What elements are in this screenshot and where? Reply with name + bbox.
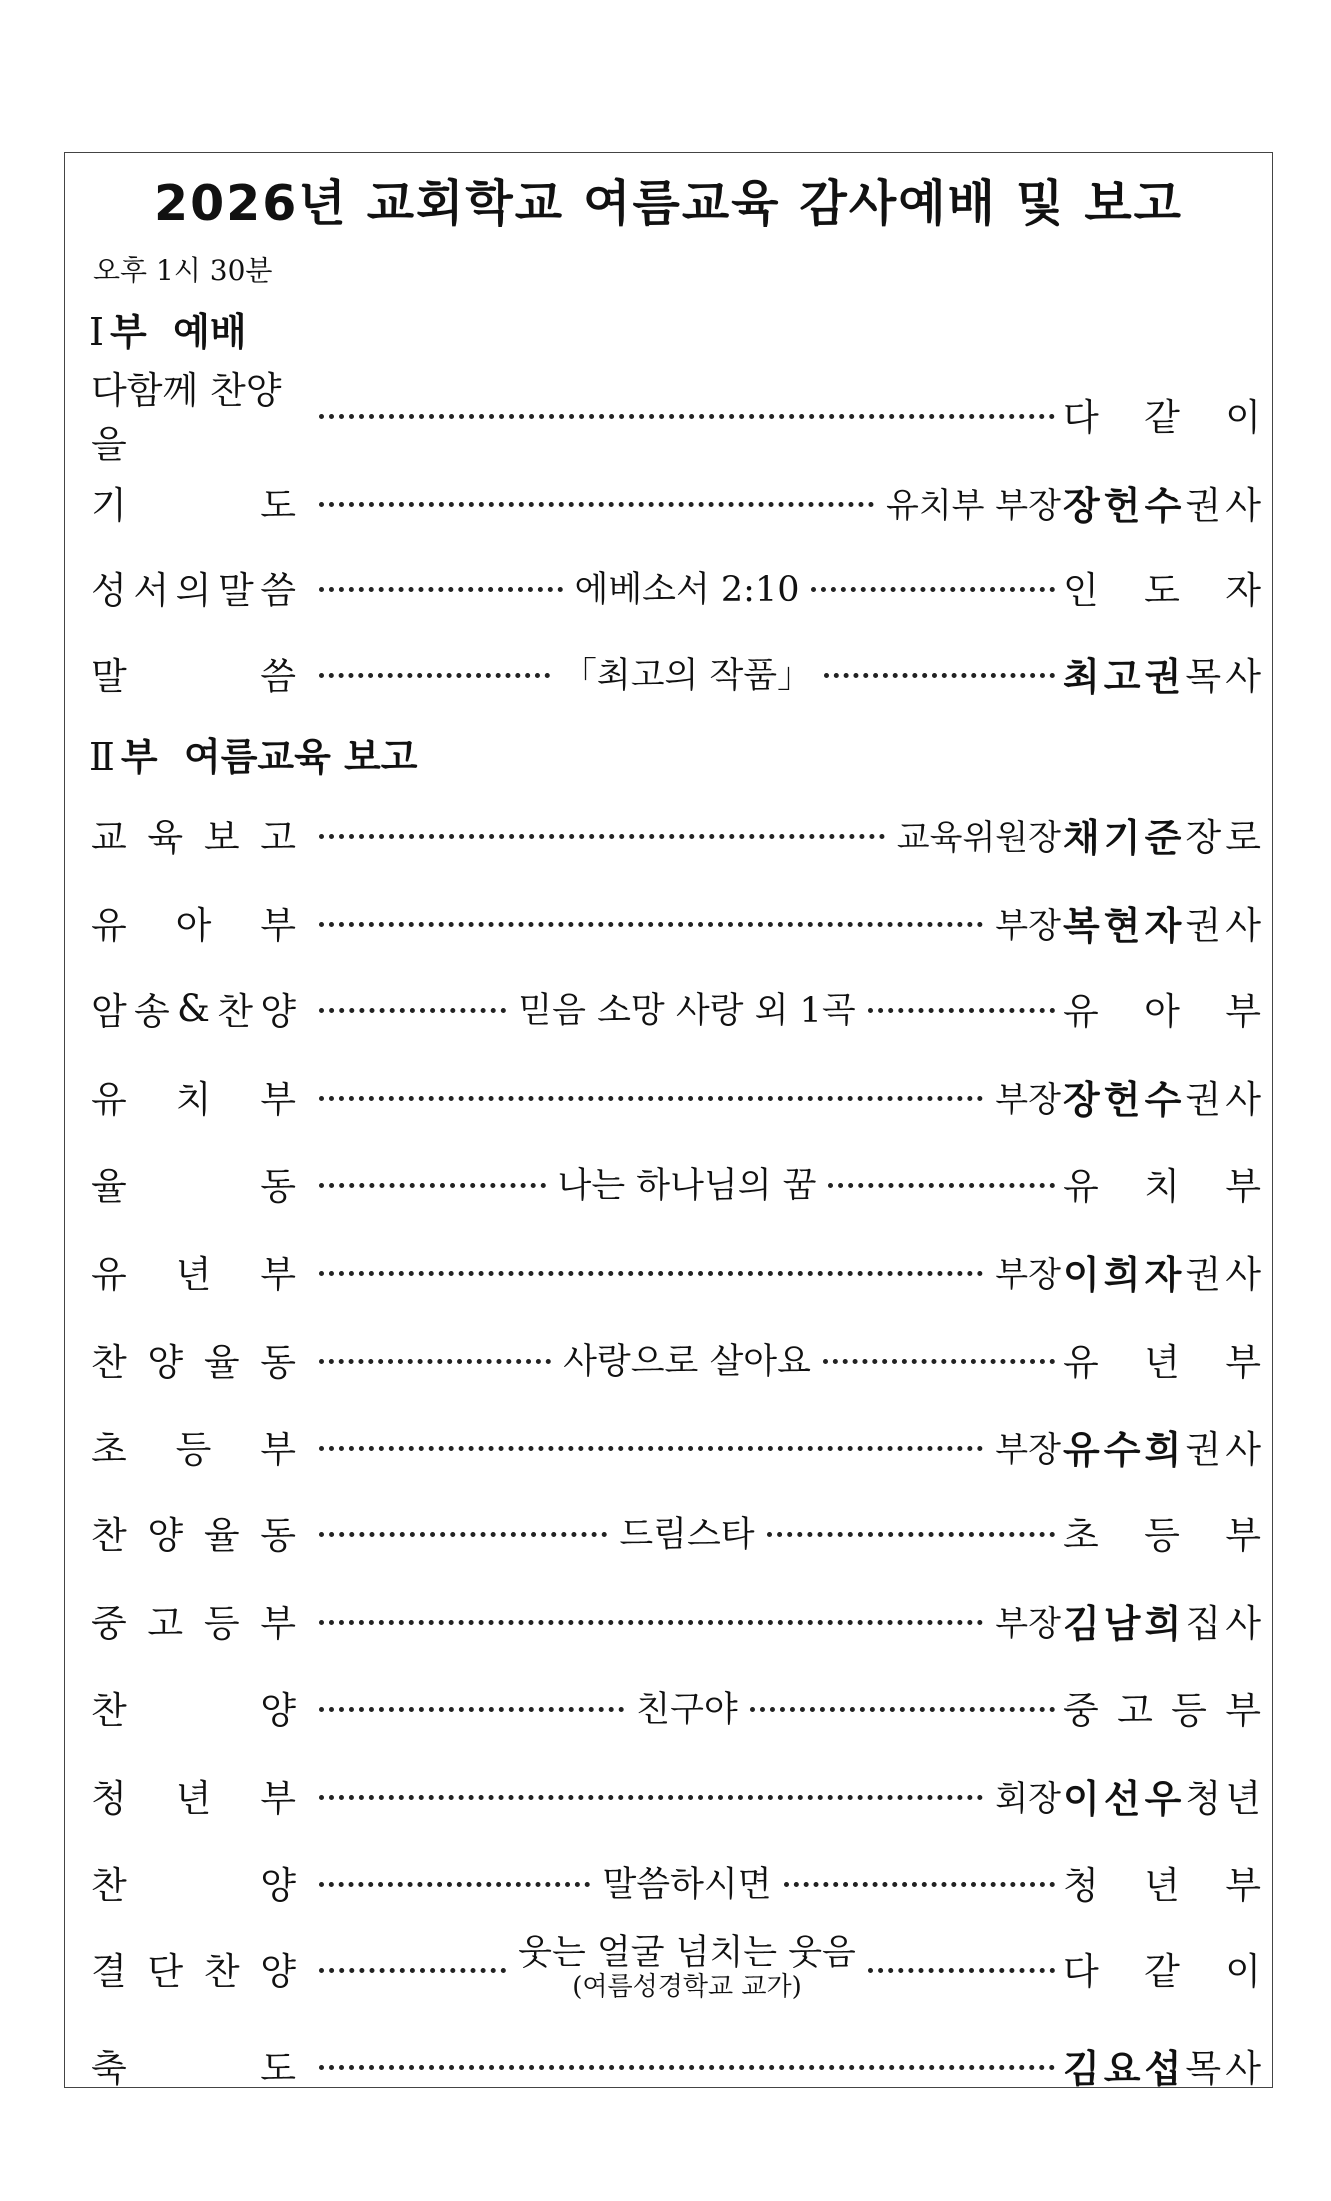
responsible-person bbox=[1063, 1938, 1261, 1998]
item-detail-title: 웃는 얼굴 넘치는 웃음 bbox=[518, 1933, 856, 1974]
responsible-person bbox=[1063, 804, 1261, 864]
responsible-name-char: 헌 bbox=[1103, 483, 1141, 528]
responsible-name-char: 수 bbox=[1103, 1427, 1141, 1472]
item-detail-text: 사랑으로 살아요 bbox=[563, 1342, 811, 1382]
item-label-char: 단 bbox=[147, 1950, 184, 1993]
responsible-role-char: 로 bbox=[1225, 816, 1261, 859]
item-detail bbox=[319, 892, 1061, 952]
responsible-role-char: 등 bbox=[1171, 1689, 1207, 1732]
responsible-role-char: 사 bbox=[1225, 655, 1261, 698]
item-detail bbox=[319, 643, 1061, 703]
dotted-leader bbox=[319, 1359, 551, 1364]
item-label-char: 율 bbox=[203, 1514, 240, 1557]
program-row bbox=[91, 1153, 1261, 1213]
responsible-person bbox=[1063, 384, 1261, 444]
item-label-char: 찬 bbox=[91, 1341, 127, 1384]
responsible-role-char: 사 bbox=[1225, 1078, 1261, 1121]
item-label-char: 찬 bbox=[203, 1950, 240, 1993]
item-label bbox=[91, 1153, 296, 1213]
item-label-char: 부 bbox=[260, 1253, 296, 1296]
dotted-leader bbox=[784, 1882, 1055, 1887]
item-label-char: 찬 bbox=[91, 1514, 127, 1557]
program-row bbox=[91, 472, 1261, 532]
responsible-person bbox=[1063, 1329, 1261, 1389]
item-label bbox=[91, 1938, 296, 1998]
responsible-role-char: 사 bbox=[1225, 904, 1261, 947]
dotted-leader bbox=[811, 587, 1055, 592]
item-label-char: 중 bbox=[91, 1602, 127, 1645]
responsible-name-char: 장 bbox=[1063, 1077, 1100, 1122]
dotted-leader bbox=[319, 1795, 983, 1800]
program-row bbox=[91, 1677, 1261, 1737]
item-label-char: 유 bbox=[91, 904, 127, 947]
dotted-leader bbox=[868, 1008, 1055, 1013]
item-label bbox=[91, 1502, 296, 1562]
dotted-leader bbox=[823, 1359, 1055, 1364]
item-label-char: 양 bbox=[260, 1950, 296, 1993]
item-label-char: 씀 bbox=[260, 655, 296, 698]
dotted-leader bbox=[319, 834, 885, 839]
responsible-role-char: 아 bbox=[1144, 990, 1180, 1033]
responsible-role-char: 청 bbox=[1063, 1864, 1099, 1907]
item-label-char: 동 bbox=[260, 1165, 296, 1208]
item-label bbox=[91, 1677, 296, 1737]
item-label-char: 율 bbox=[91, 1165, 127, 1208]
responsible-person bbox=[1063, 557, 1261, 617]
program-row bbox=[91, 369, 1261, 466]
item-label-char: 육 bbox=[147, 816, 184, 859]
program-row bbox=[91, 1066, 1261, 1126]
item-label-char: 동 bbox=[260, 1514, 296, 1557]
item-label-char: & bbox=[177, 986, 210, 1030]
item-label-char: 의 bbox=[175, 569, 212, 612]
responsible-name-char: 장 bbox=[1063, 483, 1100, 528]
item-detail bbox=[319, 1329, 1061, 1389]
responsible-person bbox=[1063, 892, 1261, 952]
responsible-person bbox=[1063, 1590, 1261, 1650]
responsible-role-char: 인 bbox=[1063, 569, 1099, 612]
dotted-leader bbox=[319, 1532, 607, 1537]
responsible-role-char: 중 bbox=[1063, 1689, 1099, 1732]
responsible-name-char: 자 bbox=[1144, 903, 1182, 948]
responsible-name-char: 유 bbox=[1063, 1427, 1100, 1472]
dotted-leader bbox=[319, 1096, 983, 1101]
dotted-leader bbox=[319, 1882, 590, 1887]
item-label-char: 부 bbox=[260, 1078, 296, 1121]
dotted-leader bbox=[828, 1183, 1055, 1188]
program-row bbox=[91, 557, 1261, 617]
responsible-name-char: 복 bbox=[1063, 903, 1100, 948]
dotted-leader bbox=[319, 2065, 1055, 2070]
responsible-role-char: 사 bbox=[1225, 1602, 1261, 1645]
item-label bbox=[91, 472, 296, 532]
section-label: 부 예배 bbox=[110, 310, 247, 354]
item-label bbox=[91, 892, 296, 952]
item-detail bbox=[319, 1677, 1061, 1737]
section-roman-numeral: Ⅱ bbox=[89, 735, 115, 779]
item-label bbox=[91, 2035, 296, 2095]
program-frame bbox=[64, 152, 1273, 2091]
responsible-role-char: 도 bbox=[1144, 569, 1180, 612]
responsible-name-char: 선 bbox=[1103, 1776, 1141, 1821]
program-row bbox=[91, 1590, 1261, 1650]
item-label bbox=[91, 1852, 296, 1912]
responsible-name-char: 희 bbox=[1103, 1252, 1141, 1297]
responsible-role-char: 다 bbox=[1063, 1950, 1099, 1993]
responsible-role-char: 같 bbox=[1144, 396, 1180, 439]
item-detail-text bbox=[512, 1934, 862, 2001]
responsible-role-char: 부 bbox=[1225, 1864, 1261, 1907]
item-label-char: 도 bbox=[260, 2047, 296, 2090]
item-label-char: 송 bbox=[134, 990, 170, 1033]
item-detail-text: 「최고의 작품」 bbox=[561, 656, 813, 696]
item-label-char: 양 bbox=[260, 1864, 296, 1907]
responsible-name-char: 희 bbox=[1144, 1427, 1182, 1472]
dotted-leader bbox=[750, 1707, 1055, 1712]
program-row bbox=[91, 1502, 1261, 1562]
item-label-char: 율 bbox=[203, 1341, 240, 1384]
item-detail bbox=[319, 472, 1061, 532]
responsible-person bbox=[1063, 2035, 1261, 2095]
responsible-title: 부장 bbox=[995, 1429, 1061, 1470]
responsible-person bbox=[1063, 643, 1261, 703]
responsible-name-char: 섭 bbox=[1144, 2046, 1182, 2091]
item-label-char: 치 bbox=[175, 1078, 212, 1121]
dotted-leader bbox=[767, 1532, 1055, 1537]
item-label-char: 말 bbox=[91, 655, 127, 698]
responsible-role-char: 집 bbox=[1185, 1602, 1222, 1645]
dotted-leader bbox=[868, 1968, 1055, 1973]
item-detail-text: 친구야 bbox=[636, 1690, 738, 1730]
responsible-person bbox=[1063, 978, 1261, 1038]
responsible-name-char: 남 bbox=[1103, 1601, 1141, 1646]
responsible-role-char: 사 bbox=[1225, 1428, 1261, 1471]
item-detail-subtitle: (여름성경학교 교가) bbox=[572, 1971, 802, 2002]
item-label bbox=[91, 557, 296, 617]
dotted-leader bbox=[319, 673, 550, 678]
responsible-role-char: 초 bbox=[1063, 1514, 1099, 1557]
item-detail bbox=[319, 1590, 1061, 1650]
program-row bbox=[91, 2035, 1261, 2095]
program-row bbox=[91, 1852, 1261, 1912]
responsible-role-char: 권 bbox=[1185, 1253, 1222, 1296]
section-roman-numeral: Ⅰ bbox=[89, 310, 105, 354]
dotted-leader bbox=[319, 922, 983, 927]
responsible-role-char: 등 bbox=[1144, 1514, 1180, 1557]
responsible-name-char: 권 bbox=[1144, 654, 1182, 699]
item-label bbox=[91, 1765, 296, 1825]
item-detail bbox=[319, 384, 1061, 444]
item-label bbox=[91, 1590, 296, 1650]
item-label-char: 찬 bbox=[91, 1689, 127, 1732]
item-detail bbox=[319, 1502, 1061, 1562]
program-row bbox=[91, 1765, 1261, 1825]
responsible-role-char: 장 bbox=[1185, 816, 1222, 859]
item-label bbox=[91, 978, 296, 1038]
item-label-char: 부 bbox=[260, 904, 296, 947]
responsible-name-char: 요 bbox=[1103, 2046, 1141, 2091]
responsible-role-char: 유 bbox=[1063, 1341, 1099, 1384]
responsible-name-char: 헌 bbox=[1103, 1077, 1141, 1122]
item-label-char: 년 bbox=[175, 1253, 212, 1296]
item-label bbox=[91, 1066, 296, 1126]
item-label bbox=[91, 1329, 296, 1389]
section-label: 부 여름교육 보고 bbox=[120, 735, 418, 779]
responsible-title: 회장 bbox=[995, 1778, 1061, 1819]
item-label-char: 년 bbox=[175, 1777, 212, 1820]
responsible-role-char: 년 bbox=[1144, 1864, 1180, 1907]
responsible-role-char: 다 bbox=[1063, 396, 1099, 439]
responsible-name-char: 채 bbox=[1063, 815, 1100, 860]
item-label-char: 양 bbox=[260, 990, 296, 1033]
item-label-char: 고 bbox=[260, 816, 296, 859]
item-detail bbox=[319, 1153, 1061, 1213]
item-label bbox=[91, 804, 296, 864]
item-detail bbox=[319, 804, 1061, 864]
item-detail bbox=[319, 1066, 1061, 1126]
item-label bbox=[91, 643, 296, 703]
item-label bbox=[91, 1416, 296, 1476]
responsible-name-char: 김 bbox=[1063, 1601, 1100, 1646]
item-label-char: 부 bbox=[260, 1602, 296, 1645]
responsible-title: 부장 bbox=[995, 1254, 1061, 1295]
responsible-role-char: 권 bbox=[1185, 1428, 1222, 1471]
item-label-char: 청 bbox=[91, 1777, 127, 1820]
item-label-char: 결 bbox=[91, 1950, 127, 1993]
dotted-leader bbox=[319, 502, 874, 507]
item-label-char: 말 bbox=[217, 569, 254, 612]
item-label-char: 동 bbox=[260, 1341, 296, 1384]
dotted-leader bbox=[319, 1008, 506, 1013]
item-label-char: 등 bbox=[203, 1602, 240, 1645]
responsible-role-char: 이 bbox=[1225, 396, 1261, 439]
responsible-name-char: 우 bbox=[1144, 1776, 1182, 1821]
item-label-char: 양 bbox=[260, 1689, 296, 1732]
dotted-leader bbox=[319, 1271, 983, 1276]
responsible-name-char: 수 bbox=[1144, 1077, 1182, 1122]
program-row bbox=[91, 1933, 1261, 2002]
responsible-person bbox=[1063, 1153, 1261, 1213]
responsible-person bbox=[1063, 1066, 1261, 1126]
item-label-char: 유 bbox=[91, 1078, 127, 1121]
item-label bbox=[91, 369, 296, 466]
program-row bbox=[91, 978, 1261, 1038]
item-detail bbox=[319, 978, 1061, 1038]
responsible-role-char: 부 bbox=[1225, 1514, 1261, 1557]
responsible-role-char: 부 bbox=[1225, 1689, 1261, 1732]
responsible-name-char: 현 bbox=[1103, 903, 1141, 948]
item-label-char: 등 bbox=[175, 1428, 212, 1471]
responsible-name-char: 자 bbox=[1144, 1252, 1182, 1297]
responsible-person bbox=[1063, 1241, 1261, 1301]
responsible-name-char: 기 bbox=[1103, 815, 1141, 860]
item-label-char: 암 bbox=[91, 990, 127, 1033]
responsible-name-char: 준 bbox=[1144, 815, 1182, 860]
responsible-name-char: 이 bbox=[1063, 1776, 1100, 1821]
responsible-role-char: 목 bbox=[1185, 2047, 1222, 2090]
dotted-leader bbox=[319, 1968, 506, 1973]
item-label-char: 다함께 찬양을 bbox=[91, 369, 282, 466]
program-row bbox=[91, 1329, 1261, 1389]
item-detail-text: 말씀하시면 bbox=[602, 1865, 772, 1905]
item-detail-text: 믿음 소망 사랑 외 1곡 bbox=[518, 991, 856, 1031]
responsible-title: 부장 bbox=[995, 1079, 1061, 1120]
responsible-name-char: 김 bbox=[1063, 2046, 1100, 2091]
item-label-char: 서 bbox=[133, 569, 170, 612]
responsible-person bbox=[1063, 472, 1261, 532]
responsible-role-char: 권 bbox=[1185, 904, 1222, 947]
item-label-char: 고 bbox=[147, 1602, 184, 1645]
item-detail bbox=[319, 1852, 1061, 1912]
item-detail bbox=[319, 2035, 1061, 2095]
item-label-char: 초 bbox=[91, 1428, 127, 1471]
responsible-role-char: 치 bbox=[1144, 1165, 1180, 1208]
item-detail bbox=[319, 1933, 1061, 2002]
dotted-leader bbox=[319, 587, 563, 592]
program-row bbox=[91, 1416, 1261, 1476]
responsible-role-char: 사 bbox=[1225, 484, 1261, 527]
item-label-char: 보 bbox=[203, 816, 240, 859]
item-label-char: 씀 bbox=[260, 569, 296, 612]
responsible-person bbox=[1063, 1852, 1261, 1912]
responsible-role-char: 자 bbox=[1225, 569, 1261, 612]
dotted-leader bbox=[824, 673, 1055, 678]
responsible-name-char: 희 bbox=[1144, 1601, 1182, 1646]
responsible-title: 유치부 부장 bbox=[885, 485, 1061, 526]
responsible-role-char: 권 bbox=[1185, 1078, 1222, 1121]
item-label-char: 찬 bbox=[91, 1864, 127, 1907]
responsible-person bbox=[1063, 1677, 1261, 1737]
program-row bbox=[91, 1241, 1261, 1301]
responsible-person bbox=[1063, 1416, 1261, 1476]
section-heading bbox=[89, 301, 247, 356]
responsible-role-char: 목 bbox=[1185, 655, 1222, 698]
page-title: 2026년 교회학교 여름교육 감사예배 및 보고 bbox=[153, 175, 1184, 232]
responsible-name-char: 최 bbox=[1063, 654, 1100, 699]
item-label-char: 양 bbox=[147, 1514, 184, 1557]
dotted-leader bbox=[319, 1620, 983, 1625]
responsible-role-char: 고 bbox=[1117, 1689, 1153, 1732]
responsible-role-char: 사 bbox=[1225, 1253, 1261, 1296]
item-label-char: 찬 bbox=[217, 990, 253, 1033]
item-detail-text: 드림스타 bbox=[619, 1515, 755, 1555]
responsible-person bbox=[1063, 1765, 1261, 1825]
service-time: 오후 1시 30분 bbox=[93, 254, 273, 287]
program-row bbox=[91, 892, 1261, 952]
responsible-role-char: 부 bbox=[1225, 990, 1261, 1033]
responsible-role-char: 사 bbox=[1225, 2047, 1261, 2090]
item-label-char: 부 bbox=[260, 1777, 296, 1820]
responsible-role-char: 권 bbox=[1185, 484, 1222, 527]
item-detail-text: 에베소서 2:10 bbox=[574, 570, 800, 610]
responsible-role-char: 청 bbox=[1185, 1777, 1222, 1820]
item-label-char: 양 bbox=[147, 1341, 184, 1384]
responsible-role-char: 부 bbox=[1225, 1165, 1261, 1208]
responsible-role-char: 년 bbox=[1144, 1341, 1180, 1384]
section-heading bbox=[89, 726, 417, 781]
item-detail bbox=[319, 557, 1061, 617]
dotted-leader bbox=[319, 1707, 624, 1712]
program-row bbox=[91, 804, 1261, 864]
responsible-title: 교육위원장 bbox=[896, 817, 1061, 858]
item-label-char: 교 bbox=[91, 816, 127, 859]
item-label-char: 부 bbox=[260, 1428, 296, 1471]
dotted-leader bbox=[319, 1183, 546, 1188]
responsible-title: 부장 bbox=[995, 1603, 1061, 1644]
responsible-role-char: 유 bbox=[1063, 1165, 1099, 1208]
responsible-role-char: 유 bbox=[1063, 990, 1099, 1033]
responsible-title: 부장 bbox=[995, 905, 1061, 946]
responsible-role-char: 같 bbox=[1144, 1950, 1180, 1993]
responsible-person bbox=[1063, 1502, 1261, 1562]
item-label-char: 유 bbox=[91, 1253, 127, 1296]
item-label-char: 아 bbox=[175, 904, 212, 947]
responsible-role-char: 부 bbox=[1225, 1341, 1261, 1384]
program-row bbox=[91, 643, 1261, 703]
item-label-char: 도 bbox=[260, 484, 296, 527]
item-detail bbox=[319, 1416, 1061, 1476]
item-label-char: 기 bbox=[91, 484, 127, 527]
item-label bbox=[91, 1241, 296, 1301]
item-label-char: 축 bbox=[91, 2047, 127, 2090]
responsible-name-char: 고 bbox=[1103, 654, 1141, 699]
item-detail bbox=[319, 1241, 1061, 1301]
responsible-name-char: 이 bbox=[1063, 1252, 1100, 1297]
dotted-leader bbox=[319, 1446, 983, 1451]
item-detail bbox=[319, 1765, 1061, 1825]
item-detail-text: 나는 하나님의 꿈 bbox=[557, 1166, 817, 1206]
responsible-role-char: 년 bbox=[1225, 1777, 1261, 1820]
item-label-char: 성 bbox=[91, 569, 127, 612]
responsible-name-char: 수 bbox=[1144, 483, 1182, 528]
responsible-role-char: 이 bbox=[1225, 1950, 1261, 1993]
dotted-leader bbox=[319, 414, 1055, 419]
